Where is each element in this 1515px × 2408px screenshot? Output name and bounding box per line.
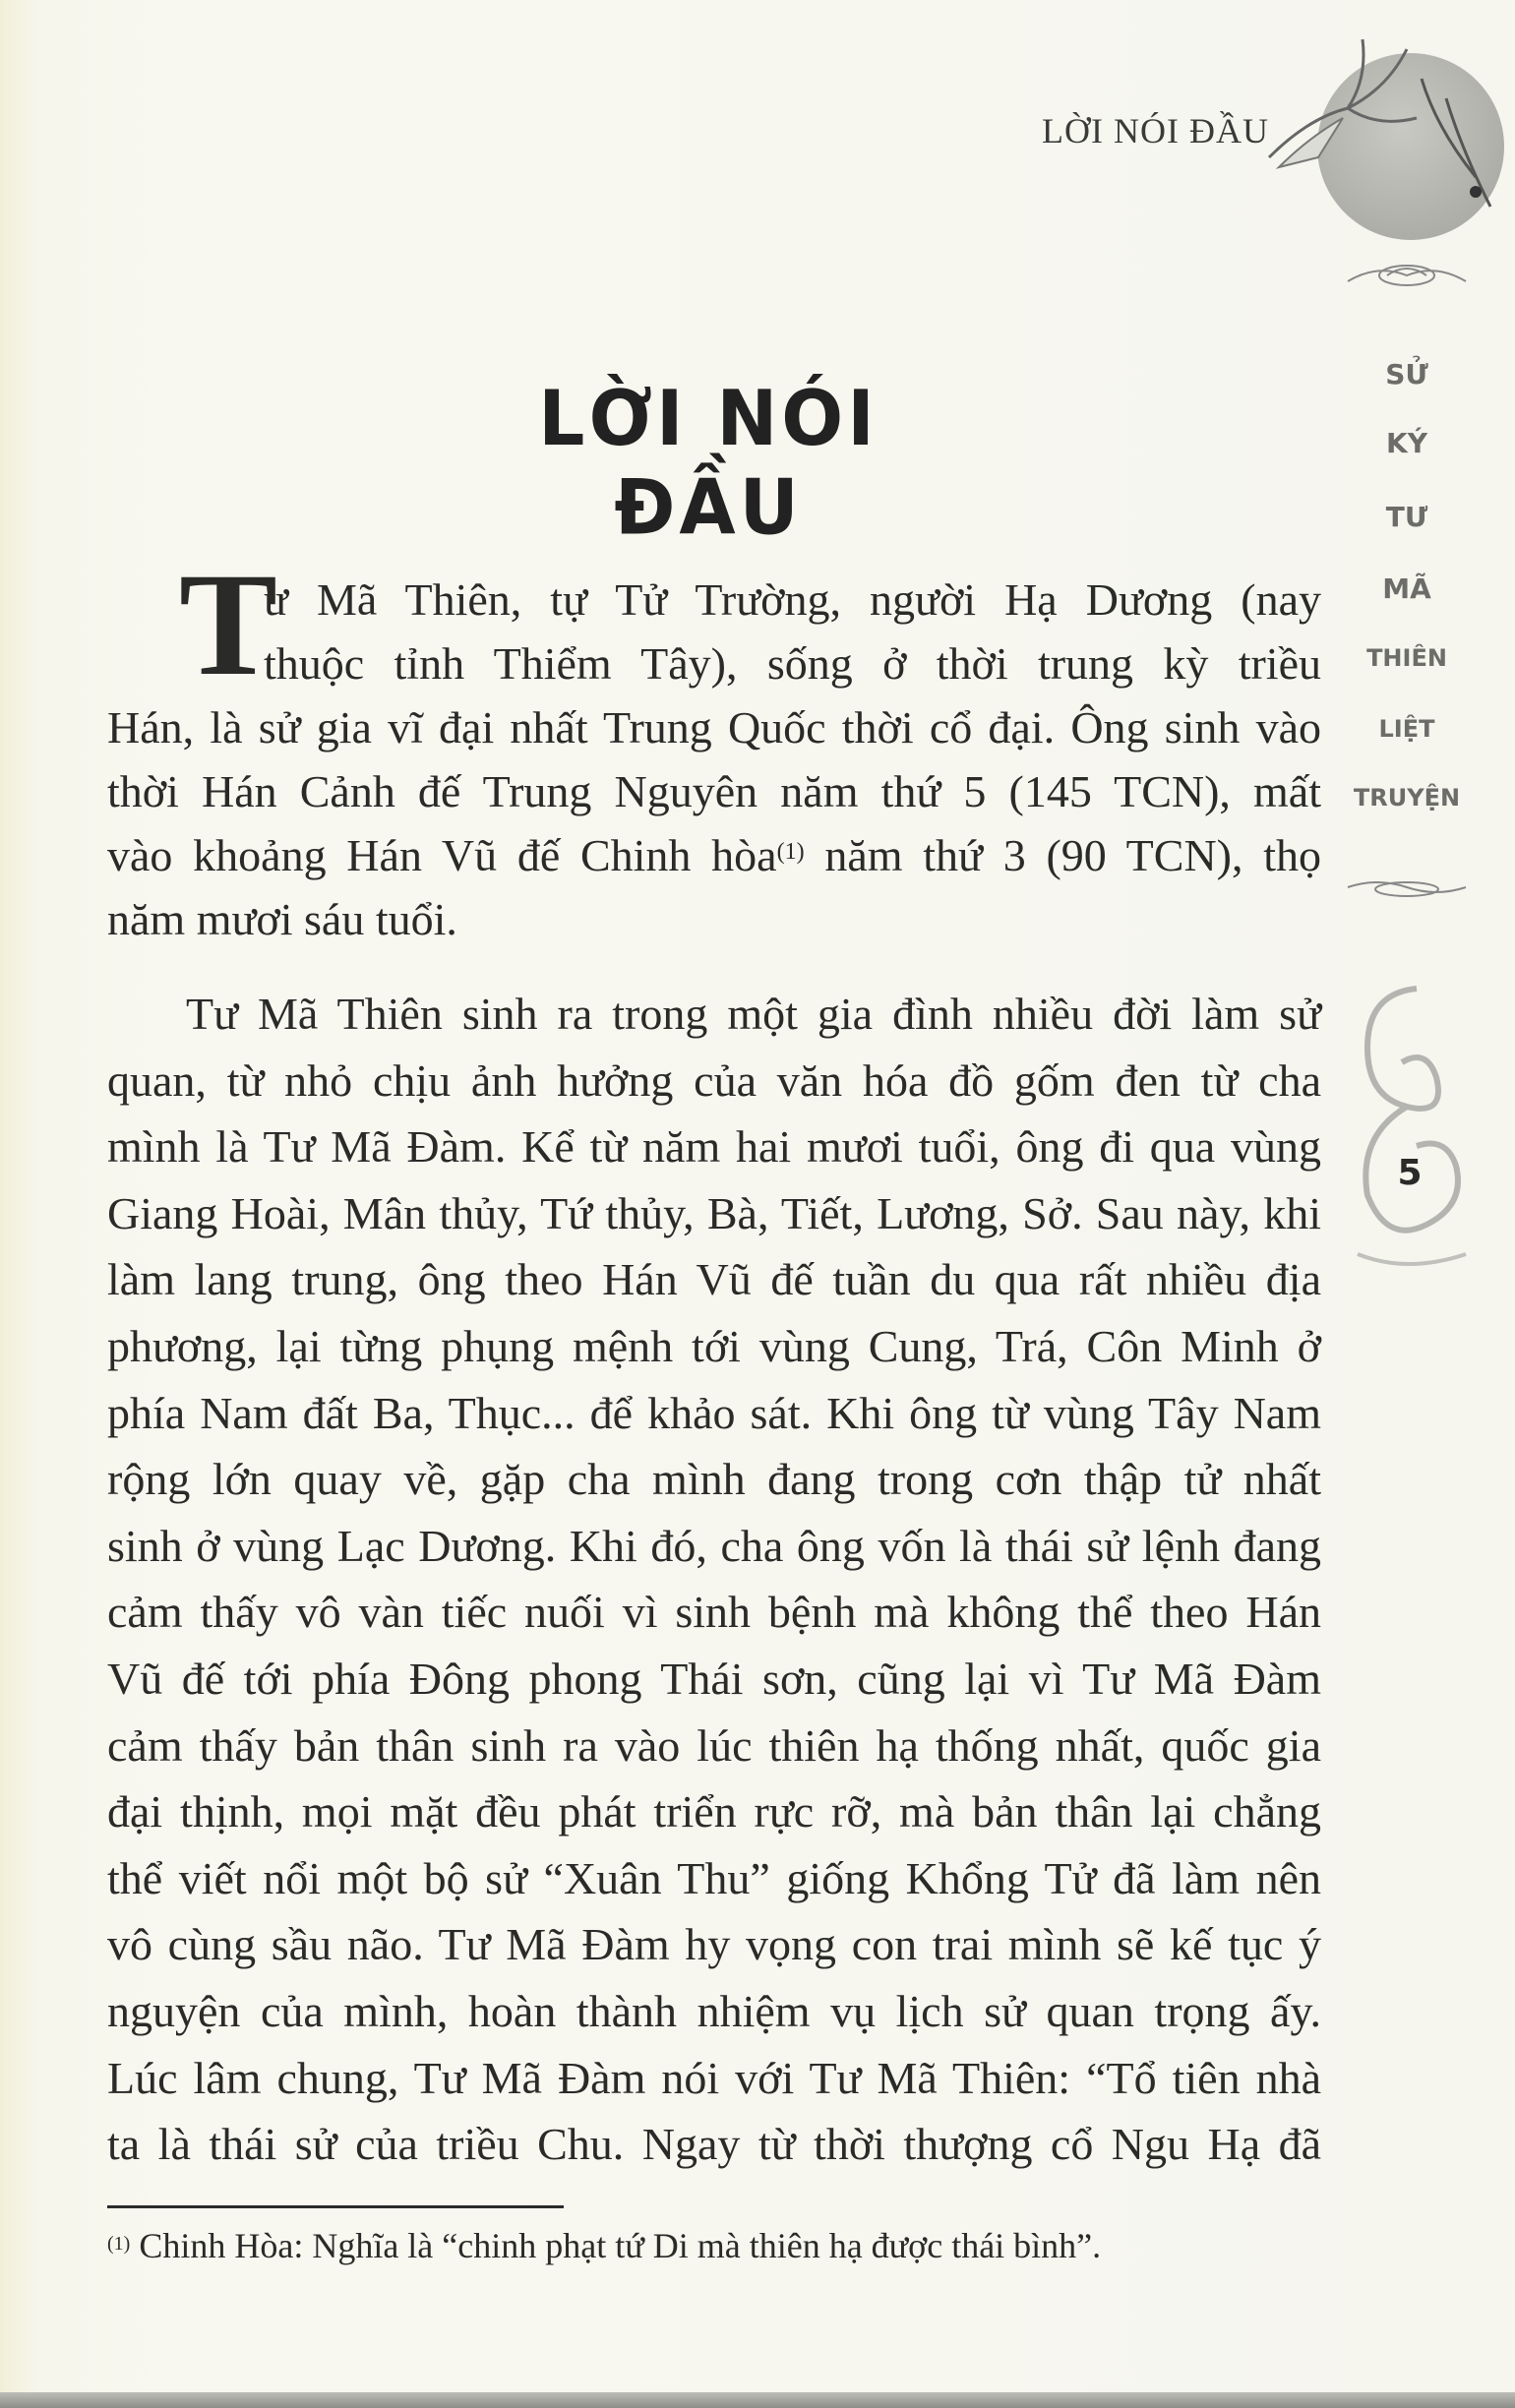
side-title-word: TƯ: [1385, 501, 1428, 533]
text-line: Tư Mã Thiên sinh ra trong một gia đình nhiều đời làm sử: [186, 989, 1321, 1039]
dragon-ornament-icon: [1348, 969, 1476, 1294]
footnote: [107, 2221, 1101, 2270]
text-line: ư Mã Thiên, tự Tử Trường, người Hạ Dương (nay: [264, 574, 1321, 625]
footnote-marker: (1): [107, 2233, 131, 2255]
text-line: thời Hán Cảnh đế Trung Nguyên năm thứ 5 (145 TCN), mất: [107, 766, 1321, 816]
text-line: vô cùng sầu não. Tư Mã Đàm hy vọng con trai mình sẽ kế tục ý: [107, 1919, 1321, 1970]
side-title-word: MÃ: [1382, 572, 1431, 605]
drop-cap: T: [179, 543, 278, 706]
text-line: thể viết nổi một bộ sử “Xuân Thu” giống Khổng Tử đã làm nên: [107, 1852, 1321, 1903]
text-line-part: vào khoảng Hán Vũ đế Chinh hòa: [107, 830, 777, 880]
chapter-title: LỜI NÓI ĐẦU: [538, 374, 879, 553]
text-line: cảm thấy bản thân sinh ra vào lúc thiên hạ thống nhất, quốc gia: [107, 1719, 1321, 1771]
side-title-word: TRUYỆN: [1353, 784, 1461, 812]
text-line: cảm thấy vô vàn tiếc nuối vì sinh bệnh mà không thể theo Hán: [107, 1587, 1321, 1638]
text-line: đại thịnh, mọi mặt đều phát triển rực rỡ, mà bản thân lại chẳng: [107, 1786, 1321, 1837]
text-line: quan, từ nhỏ chịu ảnh hưởng của văn hóa đồ gốm đen từ cha: [107, 1054, 1321, 1106]
side-title-word: THIÊN: [1366, 644, 1447, 672]
text-line: thuộc tỉnh Thiểm Tây), sống ở thời trung kỳ triều: [264, 638, 1321, 689]
text-line: Hán, là sử gia vĩ đại nhất Trung Quốc thời cổ đại. Ông sinh vào: [107, 702, 1321, 752]
side-title-word: KÝ: [1386, 427, 1427, 459]
text-line: rộng lớn quay về, gặp cha mình đang trong cơn thập tử nhất: [107, 1454, 1321, 1505]
text-line: [107, 826, 1321, 885]
text-line: phía Nam đất Ba, Thục... để khảo sát. Khi ông từ vùng Tây Nam: [107, 1387, 1321, 1438]
ornament-top-icon: [1343, 254, 1471, 297]
text-line: năm mươi sáu tuổi.: [107, 894, 457, 944]
text-line: Vũ đế tới phía Đông phong Thái sơn, cũng lại vì Tư Mã Đàm: [107, 1654, 1321, 1704]
text-line: mình là Tư Mã Đàm. Kể từ năm hai mươi tuổi, ông đi qua vùng: [107, 1121, 1321, 1173]
ornament-bottom-icon: [1343, 870, 1471, 909]
text-line: nguyện của mình, hoàn thành nhiệm vụ lịch sử quan trọng ấy.: [107, 1986, 1321, 2036]
running-head: LỜI NÓI ĐẦU: [1042, 111, 1269, 150]
footnote-rule: [107, 2205, 564, 2208]
side-title-word: LIỆT: [1378, 715, 1435, 743]
text-line: Lúc lâm chung, Tư Mã Đàm nói với Tư Mã Thiên: “Tổ tiên nhà: [107, 2052, 1321, 2103]
crane-illustration-icon: [1249, 10, 1505, 226]
text-line: làm lang trung, ông theo Hán Vũ đế tuần du qua rất nhiều địa: [107, 1254, 1321, 1305]
footnote-ref[interactable]: (1): [776, 839, 805, 865]
page-number: 5: [1397, 1153, 1423, 1193]
text-line: ta là thái sử của triều Chu. Ngay từ thời thượng cổ Ngu Hạ đã: [107, 2119, 1321, 2170]
page-bottom-edge: [0, 2392, 1515, 2408]
text-line: Giang Hoài, Mân thủy, Tứ thủy, Bà, Tiết, Lương, Sở. Sau này, khi: [107, 1187, 1321, 1238]
text-line-part: năm thứ 3 (90 TCN), thọ: [804, 830, 1322, 880]
text-line: sinh ở vùng Lạc Dương. Khi đó, cha ông vốn là thái sử lệnh đang: [107, 1520, 1321, 1571]
side-title-word: SỬ: [1385, 358, 1428, 391]
text-line: phương, lại từng phụng mệnh tới vùng Cung, Trá, Côn Minh ở: [107, 1321, 1321, 1371]
footnote-text: Chinh Hòa: Nghĩa là “chinh phạt tứ Di mà thiên hạ được thái bình”.: [139, 2226, 1102, 2265]
